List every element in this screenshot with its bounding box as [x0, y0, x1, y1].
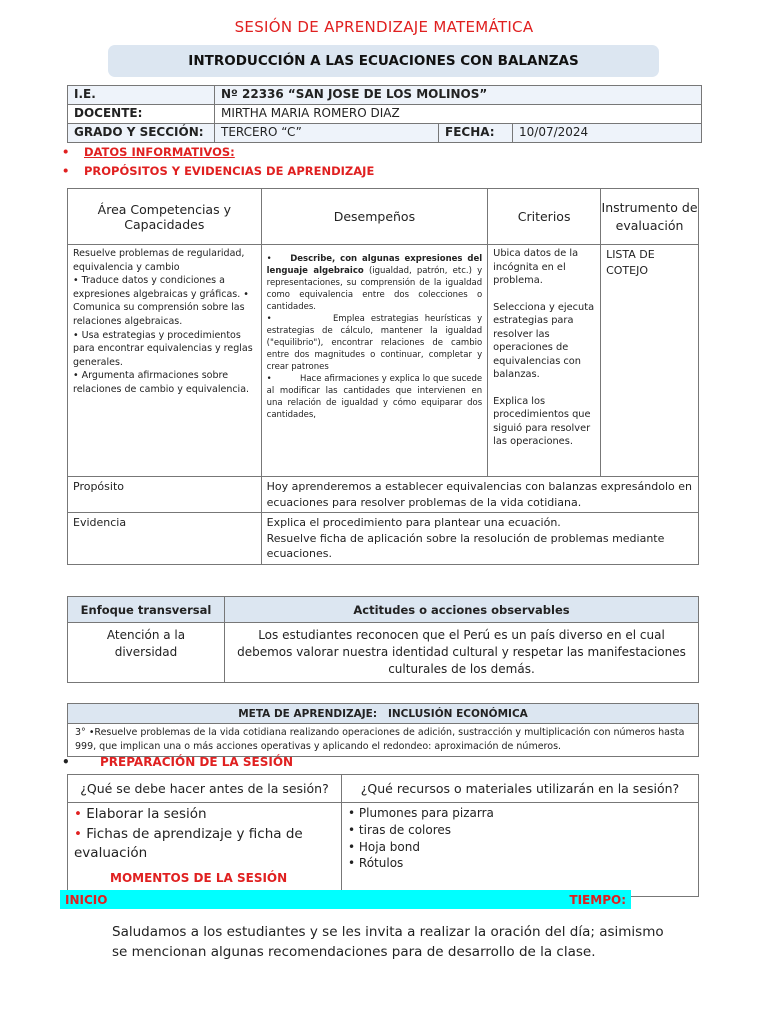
- evidencia-line: Explica el procedimiento para plantear una ecuación.: [266, 516, 561, 529]
- session-subtitle: [108, 45, 659, 77]
- momentos-heading: MOMENTOS DE LA SESIÓN: [110, 871, 288, 885]
- desempeno-text: Hace afirmaciones y explica lo que sucede al modificar las cantidades que intervienen en una relación de igualdad y cómo equiparar dos cantidades,: [266, 374, 483, 420]
- evidencia-label: Evidencia: [68, 513, 262, 565]
- competencias-body-row: [68, 245, 699, 477]
- meta-header: META DE APRENDIZAJE: INCLUSIÓN ECONÓMICA: [68, 704, 699, 724]
- docente-label: DOCENTE:: [68, 105, 215, 124]
- list-item: • Elaborar la sesión: [74, 806, 207, 822]
- enfoque-header: Enfoque transversal: [68, 597, 225, 623]
- info-row-ie: [68, 86, 702, 105]
- header-desempenos: Desempeños: [261, 189, 488, 245]
- proposito-row: [68, 477, 699, 513]
- enfoque-body-row: [68, 623, 699, 683]
- preparacion-heading: • PREPARACIÓN DE LA SESIÓN: [62, 755, 294, 769]
- area-line: Resuelve problemas de regularidad, equivalencia y cambio: [73, 248, 245, 273]
- fecha-value: 10/07/2024: [513, 124, 702, 143]
- ie-label: I.E.: [68, 86, 215, 105]
- ie-value: Nº 22336 “SAN JOSE DE LOS MOLINOS”: [215, 86, 702, 105]
- competencias-header-row: [68, 189, 699, 245]
- propositos-text: PROPÓSITOS Y EVIDENCIAS DE APRENDIZAJE: [84, 164, 375, 178]
- list-item: • Hoja bond: [348, 839, 420, 854]
- datos-informativos-heading: • DATOS INFORMATIVOS:: [62, 145, 235, 159]
- datos-text: DATOS INFORMATIVOS:: [84, 145, 235, 159]
- inicio-label: INICIO: [65, 892, 108, 907]
- list-item: • tiras de colores: [348, 822, 452, 837]
- list-item: • Fichas de aprendizaje y ficha de evaluación: [74, 825, 303, 861]
- desempeno-text: Emplea estrategias heurísticas y estrategias de cálculo, mantener la igualdad ("equilibrio"), encontrar relaciones de cambio entre dos magnitudes o continuar, completar y crear patrones: [266, 314, 483, 372]
- area-line: • Usa estrategias y procedimientos para encontrar equivalencias y reglas generales.: [73, 329, 253, 368]
- desempeno-item: • Describe, con algunas expresiones del lenguaje algebraico (igualdad, patrón, etc.) y representaciones, su comprensión de la igualdad como equivalencia entre dos colecciones o cantidades.: [266, 254, 483, 312]
- desempenos-cell: [261, 245, 488, 477]
- proposito-value: Hoy aprenderemos a establecer equivalencias con balanzas expresándolo en ecuaciones para resolver problemas de la vida cotidiana.: [261, 477, 698, 513]
- recursos-list: [348, 805, 692, 872]
- docente-value: MIRTHA MARIA ROMERO DIAZ: [215, 105, 702, 124]
- actitudes-header: Actitudes o acciones observables: [225, 597, 699, 623]
- actitudes-value: Los estudiantes reconocen que el Perú es un país diverso en el cual debemos valorar nuestra identidad cultural y respetar las manifestaciones culturales de los demás.: [225, 623, 699, 683]
- evidencia-line: Resuelve ficha de aplicación sobre la resolución de problemas mediante ecuaciones.: [266, 531, 665, 560]
- propositos-heading: • PROPÓSITOS Y EVIDENCIAS DE APRENDIZAJE: [62, 164, 375, 178]
- header-criterios: Criterios: [488, 189, 601, 245]
- meta-text: 3° •Resuelve problemas de la vida cotidiana realizando operaciones de adición, sustracción y multiplicación con números hasta 999, que implican una o más acciones operativas y aplicando el redondeo: aproximación de números.: [68, 724, 699, 757]
- enfoque-table: [67, 596, 699, 683]
- area-cell: [68, 245, 262, 477]
- area-line: • Argumenta afirmaciones sobre relaciones de cambio y equivalencia.: [73, 370, 250, 395]
- subtitle-text: INTRODUCCIÓN A LAS ECUACIONES CON BALANZAS: [188, 53, 579, 69]
- list-item: • Rótulos: [348, 856, 404, 871]
- preparacion-text: PREPARACIÓN DE LA SESIÓN: [100, 755, 294, 769]
- inicio-bar: [60, 890, 631, 909]
- info-table: [67, 85, 702, 143]
- fecha-label: FECHA:: [439, 124, 513, 143]
- recursos-header: ¿Qué recursos o materiales utilizarán en la sesión?: [342, 775, 699, 803]
- grado-label: GRADO Y SECCIÓN:: [68, 124, 215, 143]
- antes-header: ¿Qué se debe hacer antes de la sesión?: [68, 775, 342, 803]
- tiempo-label: TIEMPO:: [569, 892, 626, 907]
- info-row-grado: [68, 124, 702, 143]
- criterio-item: Selecciona y ejecuta estrategias para resolver las operaciones de equivalencias con balanzas.: [493, 301, 595, 380]
- preparacion-header-row: [68, 775, 699, 803]
- meta-body-row: [68, 724, 699, 757]
- proposito-label: Propósito: [68, 477, 262, 513]
- header-instrumento: Instrumento de evaluación: [601, 189, 699, 245]
- desempeno-bold: Describe, con algunas expresiones del lenguaje algebraico: [266, 254, 483, 276]
- recursos-cell: [342, 803, 699, 897]
- meta-table: [67, 703, 699, 757]
- header-area: Área Competencias y Capacidades: [68, 189, 262, 245]
- meta-header-row: [68, 704, 699, 724]
- area-line: • Traduce datos y condiciones a expresiones algebraicas y gráficas. • Comunica su comprensión sobre las relaciones algebraicas.: [73, 275, 249, 327]
- criterio-item: Explica los procedimientos que siguió para resolver las operaciones.: [493, 395, 591, 447]
- evidencia-value: [261, 513, 698, 565]
- desempeno-item: • Emplea estrategias heurísticas y estrategias de cálculo, mantener la igualdad ("equilibrio"), encontrar relaciones de cambio entre dos magnitudes o continuar, completar y crear patrones: [266, 314, 483, 372]
- list-item: • Plumones para pizarra: [348, 806, 494, 820]
- grado-value: TERCERO “C”: [215, 124, 439, 143]
- document-title: SESIÓN DE APRENDIZAJE MATEMÁTICA: [234, 18, 534, 36]
- enfoque-value: Atención a la diversidad: [68, 623, 225, 683]
- inicio-description: Saludamos a los estudiantes y se les invita a realizar la oración del día; asimismo se mencionan algunas recomendaciones para de desarrollo de la clase.: [112, 924, 664, 960]
- evidencia-row: [68, 513, 699, 565]
- desempeno-rest: (igualdad, patrón, etc.) y representaciones, su comprensión de la igualdad como equivalencia entre dos colecciones o cantidades.: [266, 266, 483, 312]
- info-row-docente: [68, 105, 702, 124]
- desempeno-item: • Hace afirmaciones y explica lo que sucede al modificar las cantidades que intervienen en una relación de igualdad y cómo equiparar dos cantidades,: [266, 374, 483, 420]
- instrumento-cell: LISTA DE COTEJO: [601, 245, 699, 477]
- enfoque-header-row: [68, 597, 699, 623]
- competencias-table: [67, 188, 699, 565]
- antes-list: [74, 805, 335, 864]
- criterios-cell: [488, 245, 601, 477]
- criterio-item: Ubica datos de la incógnita en el problema.: [493, 248, 579, 286]
